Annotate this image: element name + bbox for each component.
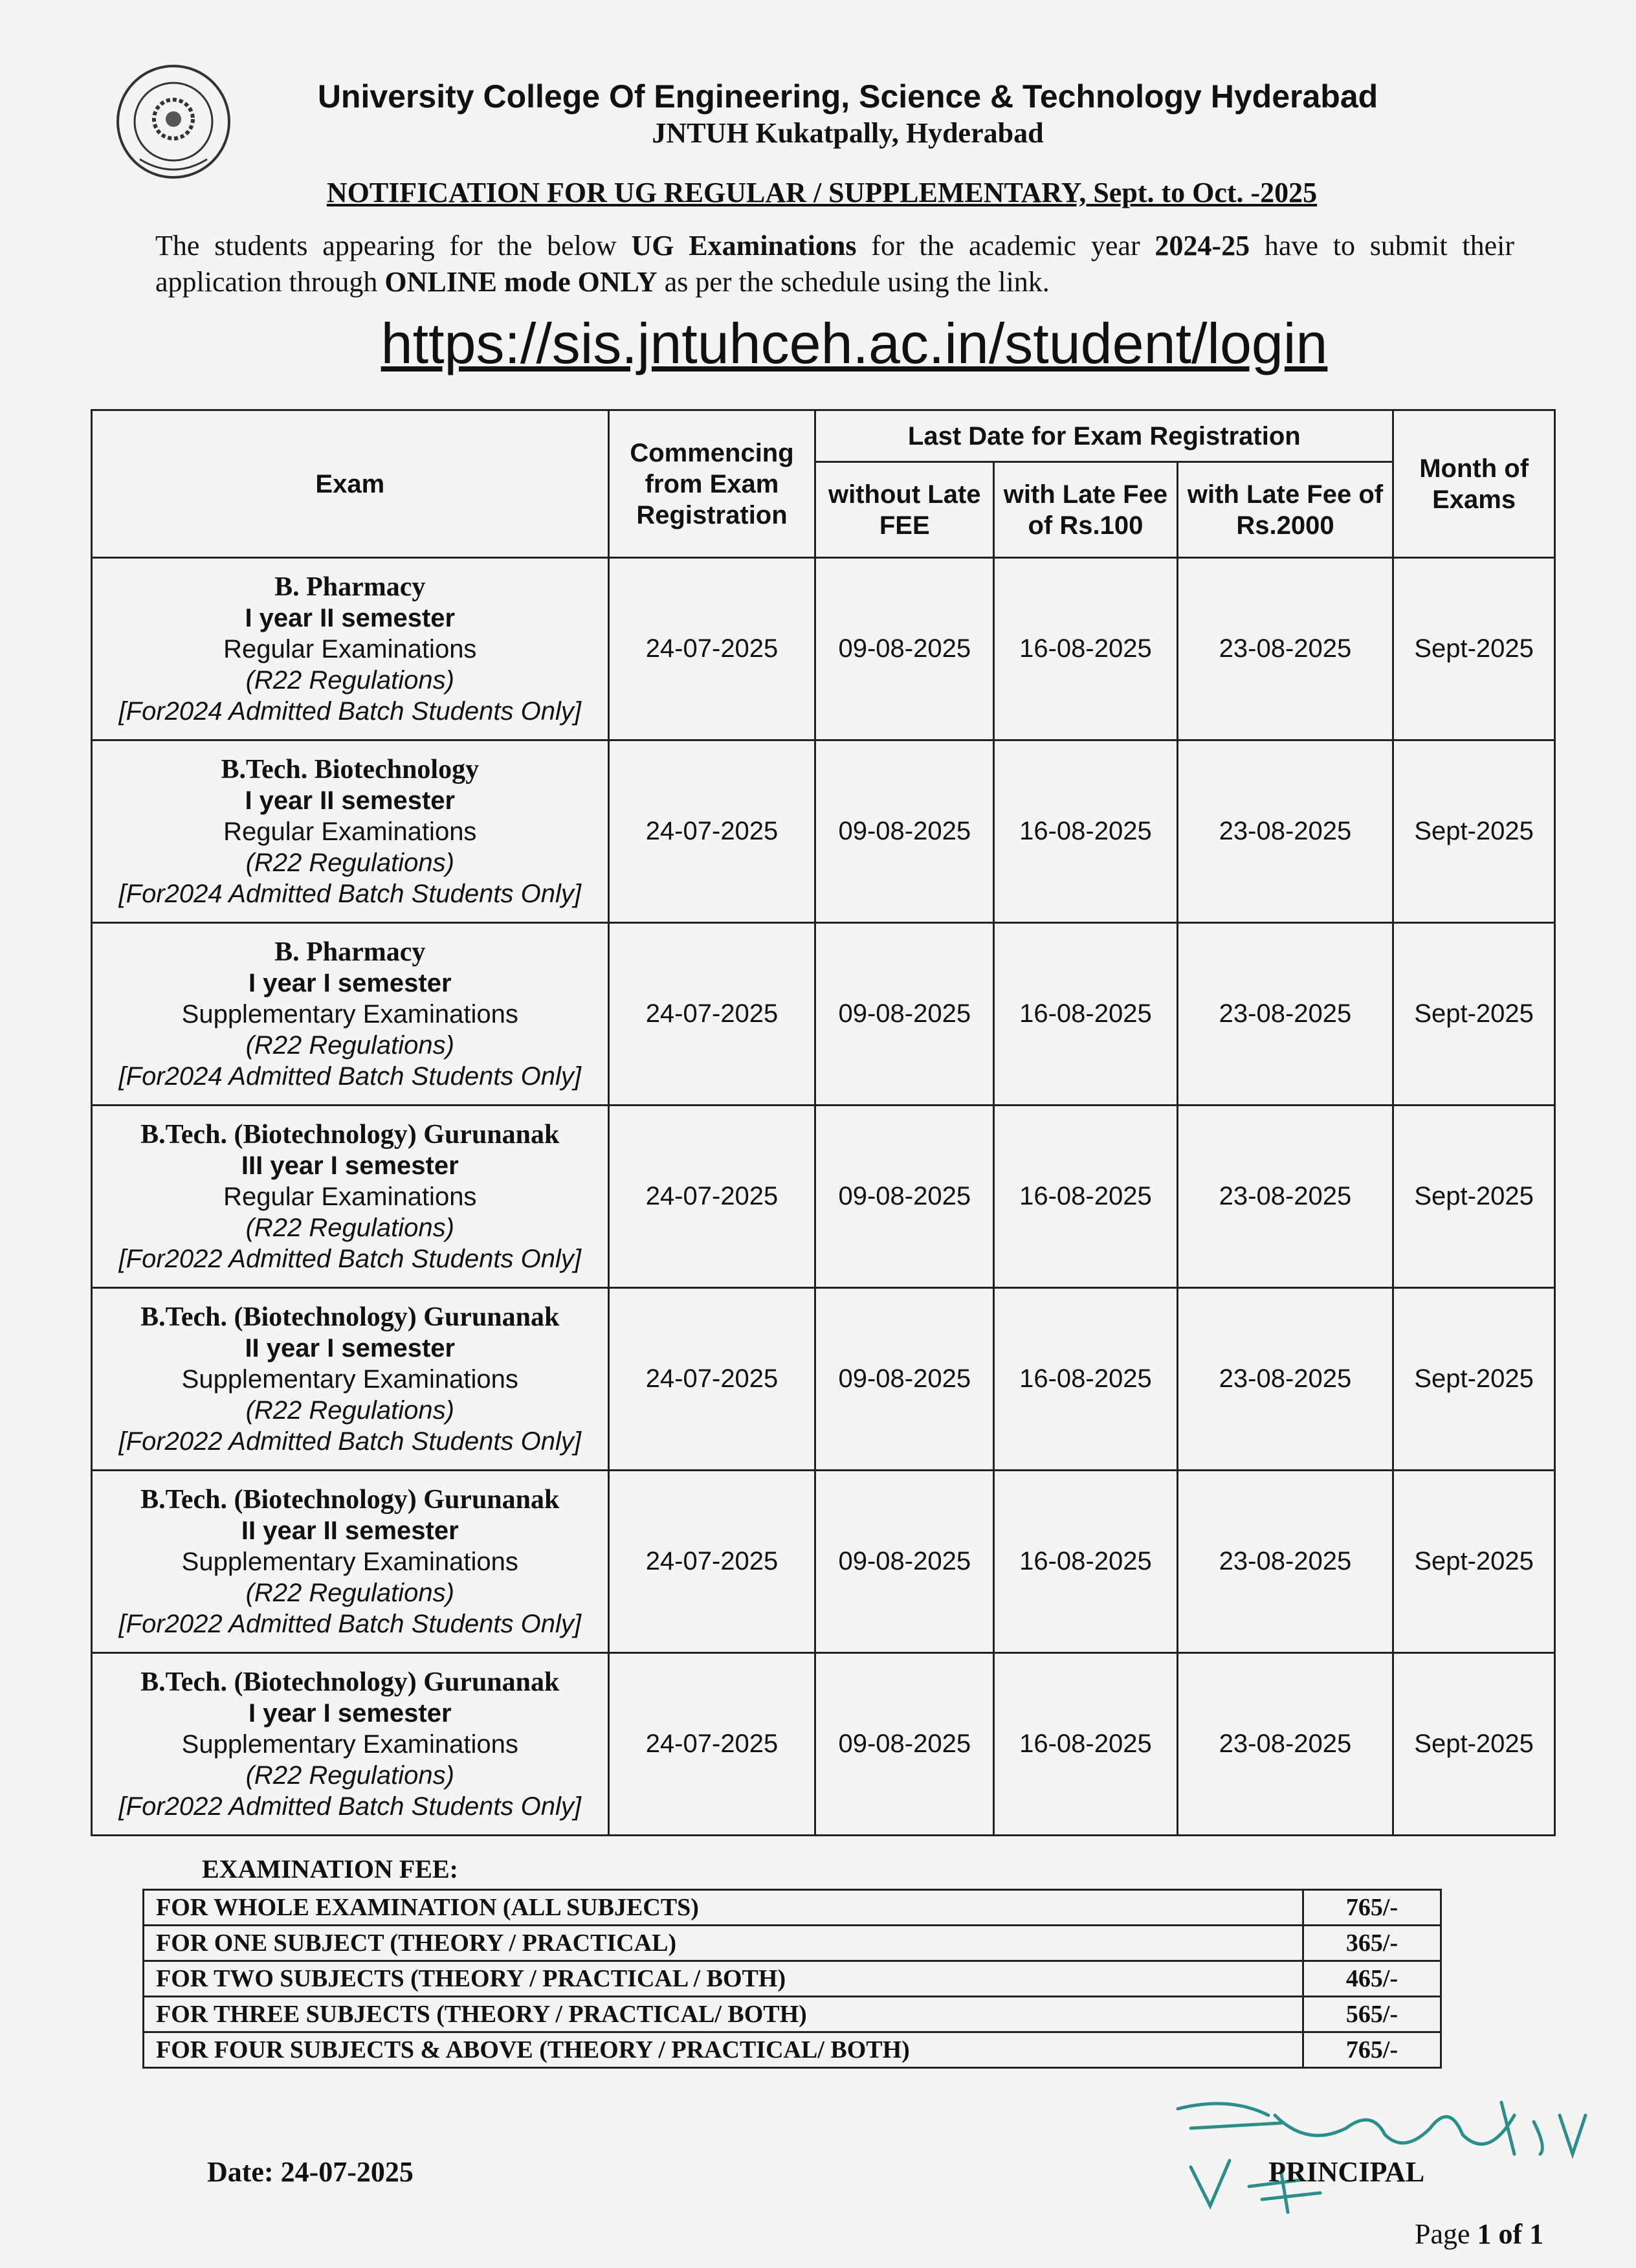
exam-title: B.Tech. Biotechnology <box>221 754 480 784</box>
fee-label: FOR TWO SUBJECTS (THEORY / PRACTICAL / BOTH) <box>144 1961 1303 1997</box>
exam-cell <box>92 1471 609 1653</box>
fee-amount: 365/- <box>1303 1926 1441 1961</box>
exam-month-cell: Sept-2025 <box>1393 740 1555 923</box>
exam-semester: I year II semester <box>245 603 456 632</box>
late-fee-2000-cell: 23-08-2025 <box>1177 1288 1393 1471</box>
commencing-date-cell: 24-07-2025 <box>608 1288 815 1471</box>
fee-amount: 565/- <box>1303 1997 1441 2032</box>
fee-amount: 765/- <box>1303 2032 1441 2068</box>
fee-row <box>144 1997 1441 2032</box>
exam-regulation: (R22 Regulations) <box>245 1761 454 1790</box>
intro-bold-1: UG Examinations <box>631 230 857 261</box>
exam-type: Regular Examinations <box>223 634 477 663</box>
header-month: Month of Exams <box>1393 410 1555 558</box>
exam-semester: I year I semester <box>249 968 452 997</box>
exam-batch: [For2024 Admitted Batch Students Only] <box>118 879 581 908</box>
exam-cell <box>92 1106 609 1288</box>
late-fee-100-cell: 16-08-2025 <box>994 1471 1178 1653</box>
college-subtitle: JNTUH Kukatpally, Hyderabad <box>652 117 1044 149</box>
exam-type: Regular Examinations <box>223 1182 477 1211</box>
without-late-fee-cell: 09-08-2025 <box>815 1471 994 1653</box>
fee-label: FOR FOUR SUBJECTS & ABOVE (THEORY / PRACTICAL/ BOTH) <box>144 2032 1303 2068</box>
table-row <box>92 1106 1555 1288</box>
principal-label: PRINCIPAL <box>1268 2156 1425 2188</box>
notification-title: NOTIFICATION FOR UG REGULAR / SUPPLEMENTARY, Sept. to Oct. -2025 <box>326 177 1318 208</box>
late-fee-100-cell: 16-08-2025 <box>994 740 1178 923</box>
exam-batch: [For2022 Admitted Batch Students Only] <box>118 1427 581 1456</box>
header-exam: Exam <box>92 410 609 558</box>
commencing-date-cell: 24-07-2025 <box>608 923 815 1106</box>
exam-month-cell: Sept-2025 <box>1393 923 1555 1106</box>
table-row <box>92 1471 1555 1653</box>
without-late-fee-cell: 09-08-2025 <box>815 1653 994 1836</box>
fee-amount: 465/- <box>1303 1961 1441 1997</box>
late-fee-2000-cell: 23-08-2025 <box>1177 1106 1393 1288</box>
late-fee-2000-cell: 23-08-2025 <box>1177 740 1393 923</box>
exam-type: Supplementary Examinations <box>181 999 518 1028</box>
without-late-fee-cell: 09-08-2025 <box>815 558 994 740</box>
header-without-late-fee: without Late FEE <box>815 462 994 558</box>
notice-date: Date: 24-07-2025 <box>207 2156 414 2188</box>
exam-batch: [For2022 Admitted Batch Students Only] <box>118 1792 581 1821</box>
intro-bold-3: ONLINE mode ONLY <box>384 266 658 298</box>
header-late-fee-2000: with Late Fee of Rs.2000 <box>1177 462 1393 558</box>
commencing-date-cell: 24-07-2025 <box>608 558 815 740</box>
header-late-fee-100: with Late Fee of Rs.100 <box>994 462 1178 558</box>
exam-type: Supplementary Examinations <box>181 1364 518 1394</box>
exam-month-cell: Sept-2025 <box>1393 1288 1555 1471</box>
without-late-fee-cell: 09-08-2025 <box>815 740 994 923</box>
intro-paragraph <box>155 228 1514 300</box>
university-seal-icon <box>114 62 233 181</box>
table-row <box>92 1653 1555 1836</box>
exam-title: B. Pharmacy <box>274 572 426 602</box>
exam-cell <box>92 740 609 923</box>
without-late-fee-cell: 09-08-2025 <box>815 923 994 1106</box>
exam-month-cell: Sept-2025 <box>1393 558 1555 740</box>
table-row <box>92 740 1555 923</box>
exam-batch: [For2022 Admitted Batch Students Only] <box>118 1609 581 1638</box>
intro-text-2: for the academic year <box>856 230 1155 261</box>
exam-batch: [For2024 Admitted Batch Students Only] <box>118 696 581 726</box>
fee-row <box>144 1926 1441 1961</box>
late-fee-2000-cell: 23-08-2025 <box>1177 1471 1393 1653</box>
late-fee-2000-cell: 23-08-2025 <box>1177 923 1393 1106</box>
college-name: University College Of Engineering, Science & Technology Hyderabad <box>317 78 1378 115</box>
exam-type: Supplementary Examinations <box>181 1729 518 1759</box>
commencing-date-cell: 24-07-2025 <box>608 1471 815 1653</box>
exam-cell <box>92 1653 609 1836</box>
late-fee-100-cell: 16-08-2025 <box>994 1288 1178 1471</box>
exam-semester: I year I semester <box>249 1698 452 1728</box>
fee-row <box>144 2032 1441 2068</box>
late-fee-100-cell: 16-08-2025 <box>994 1106 1178 1288</box>
exam-title: B.Tech. (Biotechnology) Gurunanak <box>140 1667 560 1697</box>
exam-month-cell: Sept-2025 <box>1393 1471 1555 1653</box>
exam-semester: II year II semester <box>241 1516 459 1545</box>
exam-title: B.Tech. (Biotechnology) Gurunanak <box>140 1302 560 1332</box>
exam-regulation: (R22 Regulations) <box>245 848 454 877</box>
exam-semester: II year I semester <box>245 1333 456 1362</box>
fee-label: FOR THREE SUBJECTS (THEORY / PRACTICAL/ BOTH) <box>144 1997 1303 2032</box>
exam-batch: [For2024 Admitted Batch Students Only] <box>118 1062 581 1091</box>
fee-row <box>144 1890 1441 1926</box>
exam-semester: I year II semester <box>245 786 456 815</box>
page-number <box>1415 2218 1543 2251</box>
fee-amount: 765/- <box>1303 1890 1441 1926</box>
header-last-date: Last Date for Exam Registration <box>815 410 1393 462</box>
table-row <box>92 1288 1555 1471</box>
without-late-fee-cell: 09-08-2025 <box>815 1106 994 1288</box>
intro-text-1: The students appearing for the below <box>155 230 632 261</box>
intro-text-3: have to submit their application through <box>155 230 1515 298</box>
fee-table <box>142 1889 1442 2069</box>
exam-regulation: (R22 Regulations) <box>245 1578 454 1607</box>
exam-month-cell: Sept-2025 <box>1393 1106 1555 1288</box>
late-fee-2000-cell: 23-08-2025 <box>1177 558 1393 740</box>
fee-label: FOR WHOLE EXAMINATION (ALL SUBJECTS) <box>144 1890 1303 1926</box>
header-commencing: Commencing from Exam Registration <box>608 410 815 558</box>
exam-batch: [For2022 Admitted Batch Students Only] <box>118 1244 581 1273</box>
exam-type: Regular Examinations <box>223 817 477 846</box>
intro-text-4: as per the schedule using the link. <box>657 266 1050 298</box>
exam-cell <box>92 558 609 740</box>
exam-regulation: (R22 Regulations) <box>245 1030 454 1060</box>
fee-title: EXAMINATION FEE: <box>202 1854 458 1884</box>
late-fee-100-cell: 16-08-2025 <box>994 923 1178 1106</box>
page-count: 1 of 1 <box>1477 2218 1544 2250</box>
commencing-date-cell: 24-07-2025 <box>608 1106 815 1288</box>
registration-link[interactable]: https://sis.jntuhceh.ac.in/student/login <box>381 311 1328 375</box>
exam-cell <box>92 1288 609 1471</box>
table-row <box>92 923 1555 1106</box>
exam-title: B.Tech. (Biotechnology) Gurunanak <box>140 1484 560 1515</box>
exam-semester: III year I semester <box>241 1151 459 1180</box>
late-fee-100-cell: 16-08-2025 <box>994 1653 1178 1836</box>
late-fee-100-cell: 16-08-2025 <box>994 558 1178 740</box>
exam-title: B. Pharmacy <box>274 937 426 967</box>
page-prefix: Page <box>1415 2218 1477 2250</box>
fee-label: FOR ONE SUBJECT (THEORY / PRACTICAL) <box>144 1926 1303 1961</box>
late-fee-2000-cell: 23-08-2025 <box>1177 1653 1393 1836</box>
intro-bold-2: 2024-25 <box>1155 230 1250 261</box>
exam-title: B.Tech. (Biotechnology) Gurunanak <box>140 1119 560 1150</box>
exam-regulation: (R22 Regulations) <box>245 1395 454 1425</box>
commencing-date-cell: 24-07-2025 <box>608 1653 815 1836</box>
exam-regulation: (R22 Regulations) <box>245 1213 454 1242</box>
exam-type: Supplementary Examinations <box>181 1547 518 1576</box>
fee-row <box>144 1961 1441 1997</box>
without-late-fee-cell: 09-08-2025 <box>815 1288 994 1471</box>
commencing-date-cell: 24-07-2025 <box>608 740 815 923</box>
exam-schedule-table <box>91 409 1556 1836</box>
exam-cell <box>92 923 609 1106</box>
table-row <box>92 558 1555 740</box>
exam-month-cell: Sept-2025 <box>1393 1653 1555 1836</box>
exam-regulation: (R22 Regulations) <box>245 665 454 695</box>
